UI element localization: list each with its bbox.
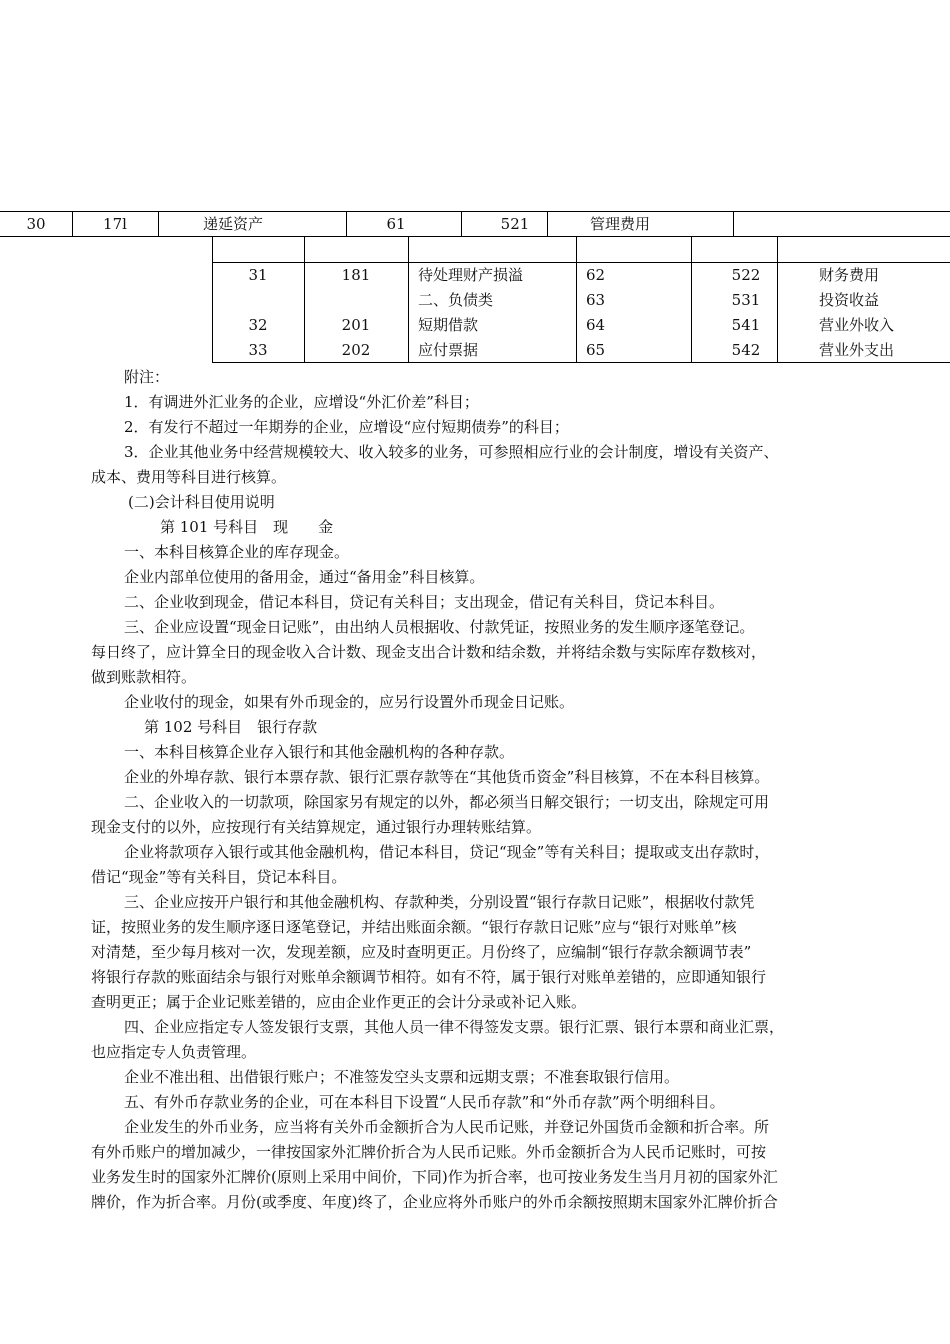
table-rule bbox=[0, 211, 950, 212]
table-cell: 64 bbox=[586, 316, 606, 334]
paragraph-line: 二、企业收到现金，借记本科目，贷记有关科目；支出现金，借记有关科目，贷记本科目。 bbox=[124, 593, 725, 611]
paragraph-line: 借记“现金”等有关科目，贷记本科目。 bbox=[91, 868, 347, 886]
table-cell: 181 bbox=[341, 266, 371, 284]
paragraph-line: 企业收付的现金，如果有外币现金的，应另行设置外币现金日记账。 bbox=[124, 693, 575, 711]
table-cell: 531 bbox=[731, 291, 761, 309]
table-cell: 待处理财产损溢 bbox=[418, 266, 524, 284]
table-cell: 投资收益 bbox=[819, 291, 880, 309]
table-divider bbox=[408, 236, 409, 362]
table-cell: 65 bbox=[586, 341, 606, 359]
paragraph-line: 3．企业其他业务中经营规模较大、收入较多的业务，可参照相应行业的会计制度，增设有关资产、 bbox=[124, 443, 779, 461]
paragraph-line: 企业不准出租、出借银行账户；不准签发空头支票和远期支票；不准套取银行信用。 bbox=[124, 1068, 680, 1086]
table-cell: 财务费用 bbox=[819, 266, 880, 284]
subsection-heading: 第 101 号科目 现 金 bbox=[160, 518, 334, 536]
paragraph-line: 企业发生的外币业务，应当将有关外币金额折合为人民币记账，并登记外国货币金额和折合率。所 bbox=[124, 1118, 770, 1136]
paragraph-line: 有外币账户的增加减少，一律按国家外汇牌价折合为人民币记账。外币金额折合为人民币记账时，可按 bbox=[91, 1143, 767, 1161]
paragraph-line: 1．有调进外汇业务的企业，应增设“外汇价差”科目； bbox=[124, 393, 479, 411]
table-cell: 202 bbox=[341, 341, 371, 359]
table-divider bbox=[733, 211, 734, 236]
paragraph-line: 查明更正；属于企业记账差错的，应由企业作更正的会计分录或补记入账。 bbox=[91, 993, 587, 1011]
table-rule bbox=[212, 362, 950, 363]
paragraph-line: 三、企业应按开户银行和其他金融机构、存款种类，分别设置“银行存款日记账”，根据收付款凭 bbox=[124, 893, 755, 911]
subsection-heading: 第 102 号科目 银行存款 bbox=[144, 718, 318, 736]
table-rule bbox=[0, 236, 950, 237]
table-cell: 33 bbox=[248, 341, 268, 359]
table-cell: 二、负债类 bbox=[418, 291, 494, 309]
table-cell: 管理费用 bbox=[590, 215, 651, 233]
paragraph-line: 一、本科目核算企业的库存现金。 bbox=[124, 543, 350, 561]
table-cell: 31 bbox=[248, 266, 268, 284]
paragraph-line: 二、企业收入的一切款项，除国家另有规定的以外，都必须当日解交银行；一切支出，除规定可用 bbox=[124, 793, 770, 811]
paragraph-line: 证，按照业务的发生顺序逐日逐笔登记，并结出账面余额。“银行存款日记账”应与“银行对账单”核 bbox=[91, 918, 737, 936]
paragraph-line: 对清楚，至少每月核对一次，发现差额，应及时查明更正。月份终了，应编制“银行存款余额调节表” bbox=[91, 943, 752, 961]
notes-heading: 附注： bbox=[124, 368, 170, 386]
table-cell: 521 bbox=[500, 215, 530, 233]
table-cell: 541 bbox=[731, 316, 761, 334]
paragraph-line: 每日终了，应计算全日的现金收入合计数、现金支出合计数和结余数，并将结余数与实际库存数核对， bbox=[91, 643, 767, 661]
table-rule bbox=[212, 262, 950, 263]
paragraph-line: 一、本科目核算企业存入银行和其他金融机构的各种存款。 bbox=[124, 743, 515, 761]
section-heading: (二)会计科目使用说明 bbox=[128, 493, 275, 511]
paragraph-line: 四、企业应指定专人签发银行支票，其他人员一律不得签发支票。银行汇票、银行本票和商业汇票， bbox=[124, 1018, 785, 1036]
paragraph-line: 三、企业应设置“现金日记账”，由出纳人员根据收、付款凭证，按照业务的发生顺序逐笔登记。 bbox=[124, 618, 755, 636]
table-cell: 201 bbox=[341, 316, 371, 334]
paragraph-line: 2．有发行不超过一年期券的企业，应增设“应付短期债券”的科目； bbox=[124, 418, 569, 436]
table-cell: 递延资产 bbox=[203, 215, 264, 233]
table-cell: 63 bbox=[586, 291, 606, 309]
table-cell: 应付票据 bbox=[418, 341, 479, 359]
paragraph-line: 现金支付的以外，应按现行有关结算规定，通过银行办理转账结算。 bbox=[91, 818, 542, 836]
table-cell: 522 bbox=[731, 266, 761, 284]
table-cell: 542 bbox=[731, 341, 761, 359]
paragraph-line: 企业的外埠存款、银行本票存款、银行汇票存款等在“其他货币资金”科目核算，不在本科目核算。 bbox=[124, 768, 770, 786]
paragraph-line: 五、有外币存款业务的企业，可在本科目下设置“人民币存款”和“外币存款”两个明细科目。 bbox=[124, 1093, 725, 1111]
paragraph-line: 牌价，作为折合率。月份(或季度、年度)终了，企业应将外币账户的外币余额按照期末国家外汇牌价折合 bbox=[91, 1193, 778, 1211]
table-cell: 营业外支出 bbox=[819, 341, 895, 359]
paragraph-line: 将银行存款的账面结余与银行对账单余额调节相符。如有不符，属于银行对账单差错的，应即通知银行 bbox=[91, 968, 767, 986]
table-cell: 62 bbox=[586, 266, 606, 284]
table-cell: 短期借款 bbox=[418, 316, 479, 334]
table-divider bbox=[576, 236, 577, 362]
table-cell: 17l bbox=[103, 215, 127, 233]
paragraph-line: 成本、费用等科目进行核算。 bbox=[91, 468, 287, 486]
table-cell: 61 bbox=[386, 215, 406, 233]
paragraph-line: 企业将款项存入银行或其他金融机构，借记本科目，贷记“现金”等有关科目；提取或支出存款时， bbox=[124, 843, 770, 861]
table-divider bbox=[158, 211, 159, 236]
table-cell: 32 bbox=[248, 316, 268, 334]
paragraph-line: 业务发生时的国家外汇牌价(原则上采用中间价，下同)作为折合率，也可按业务发生当月月初的国家外汇 bbox=[91, 1168, 778, 1186]
paragraph-line: 做到账款相符。 bbox=[91, 668, 197, 686]
table-cell: 营业外收入 bbox=[819, 316, 895, 334]
paragraph-line: 企业内部单位使用的备用金，通过“备用金”科目核算。 bbox=[124, 568, 485, 586]
table-cell: 30 bbox=[26, 215, 46, 233]
paragraph-line: 也应指定专人负责管理。 bbox=[91, 1043, 257, 1061]
